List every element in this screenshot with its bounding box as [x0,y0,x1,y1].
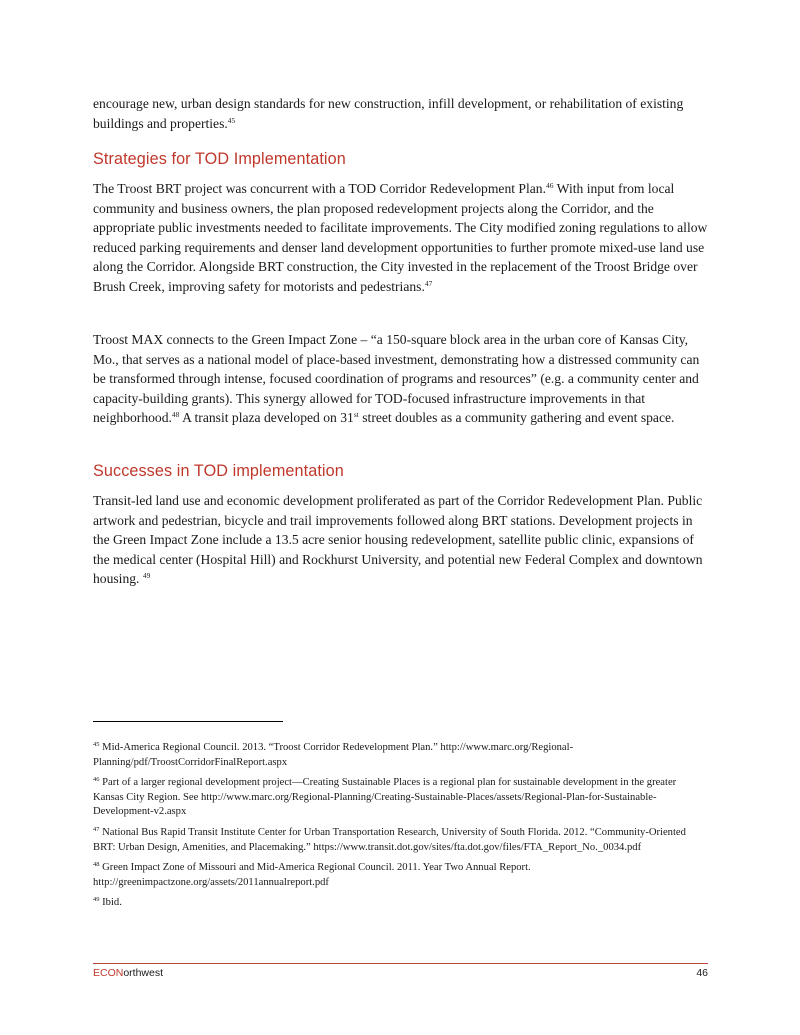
footnote-number: 48 [93,861,100,869]
footnote-48 [93,861,708,890]
strategies-p2-text-a: Troost MAX connects to the Green Impact Zone – “a 150-square block area in the urban core of Kansas City, Mo., that serves as a national model of place-based investment, demonstrating how a distressed community can be transformed through intense, focused coordination of programs and resources” (e.g. a community center and capacity-building grants). This synergy allowed for TOD-focused infrastructure improvements in that neighborhood. [93,332,700,426]
strategies-heading: Strategies for TOD Implementation [93,150,346,168]
footnote-ref-48[interactable]: 48 [171,410,180,420]
footnote-ref-45[interactable]: 45 [227,115,236,125]
footnote-text: National Bus Rapid Transit Institute Center for Urban Transportation Research, University of South Florida. 2012. “Community-Oriented BRT: Urban Design, Amenities, and Placemaking.” https://www.transit.dot.gov/sites/fta.dot.gov/files/FTA_Report_No._0034.pdf [93,826,686,853]
strategies-p1-text-b: With input from local community and business owners, the plan proposed redevelopment projects along the Corridor, and the appropriate public investments needed to facilitate improvements. The City modified zoning regulations to allow reduced parking requirements and denser land development opportunities to further promote mixed-use land use along the Corridor. Alongside BRT construction, the City invested in the replacement of the Troost Bridge over Brush Creek, improving safety for motorists and pedestrians. [93,181,708,294]
page-number: 46 [696,967,708,979]
footnote-49 [93,896,708,911]
brand-econ: ECON [93,967,124,979]
brand-northwest: orthwest [123,967,164,979]
intro-text: encourage new, urban design standards for new construction, infill development, or rehabilitation of existing buildings and properties. [93,96,684,131]
ordinal-suffix: st [353,410,359,420]
footnote-separator [93,721,283,722]
strategies-paragraph-2 [93,330,708,428]
footnote-ref-46[interactable]: 46 [546,181,554,190]
strategies-p2-text-c: street doubles as a community gathering and event space. [358,410,675,426]
successes-heading: Successes in TOD implementation [93,462,344,480]
successes-paragraph [93,491,708,589]
footnote-ref-47[interactable]: 47 [424,278,433,288]
footnote-47 [93,826,708,855]
strategies-paragraph-1 [93,179,708,297]
footnote-46 [93,776,708,820]
strategies-p1-text-a: The Troost BRT project was concurrent with a TOD Corridor Redevelopment Plan. [93,181,547,196]
footnote-text: Ibid. [102,897,122,909]
footnote-number: 47 [93,825,100,833]
footnote-number: 49 [93,896,100,904]
footnote-number: 46 [93,776,100,784]
footnote-text: Green Impact Zone of Missouri and Mid-America Regional Council. 2011. Year Two Annual Report. http://greenimpactzone.org/assets/2011annualreport.pdf [93,862,531,888]
successes-text: Transit-led land use and economic development proliferated as part of the Corridor Redevelopment Plan. Public artwork and pedestrian, bicycle and trail improvements followed along BRT stations. Development projects in the Green Impact Zone include a 13.5 acre senior housing redevelopment, satellite public clinic, expansions of the medical center (Hospital Hill) and Rockhurst University, and potential new Federal Complex and downtown housing. [93,493,703,587]
page-footer [93,963,708,979]
footnote-number: 45 [93,741,100,748]
footnote-text: Mid-America Regional Council. 2013. “Troost Corridor Redevelopment Plan.” http://www.marc.org/Regional-Planning/pdf/TroostCorridorFinalReport.aspx [93,742,574,768]
footnotes [93,741,708,917]
footnote-45 [93,741,708,770]
intro-paragraph [93,94,708,133]
footnote-text: Part of a larger regional development project—Creating Sustainable Places is a regional plan for sustainable development in the greater Kansas City Region. See http://www.marc.org/Regional-Planning/Creating-Sustainable-Places/assets/Regional-Plan-for-Sustainable-Development-v2.aspx [93,777,677,818]
strategies-p2-text-b: A transit plaza developed on 31 [179,410,354,426]
brand-logo [93,967,163,979]
footnote-ref-49[interactable]: 49 [142,571,151,581]
